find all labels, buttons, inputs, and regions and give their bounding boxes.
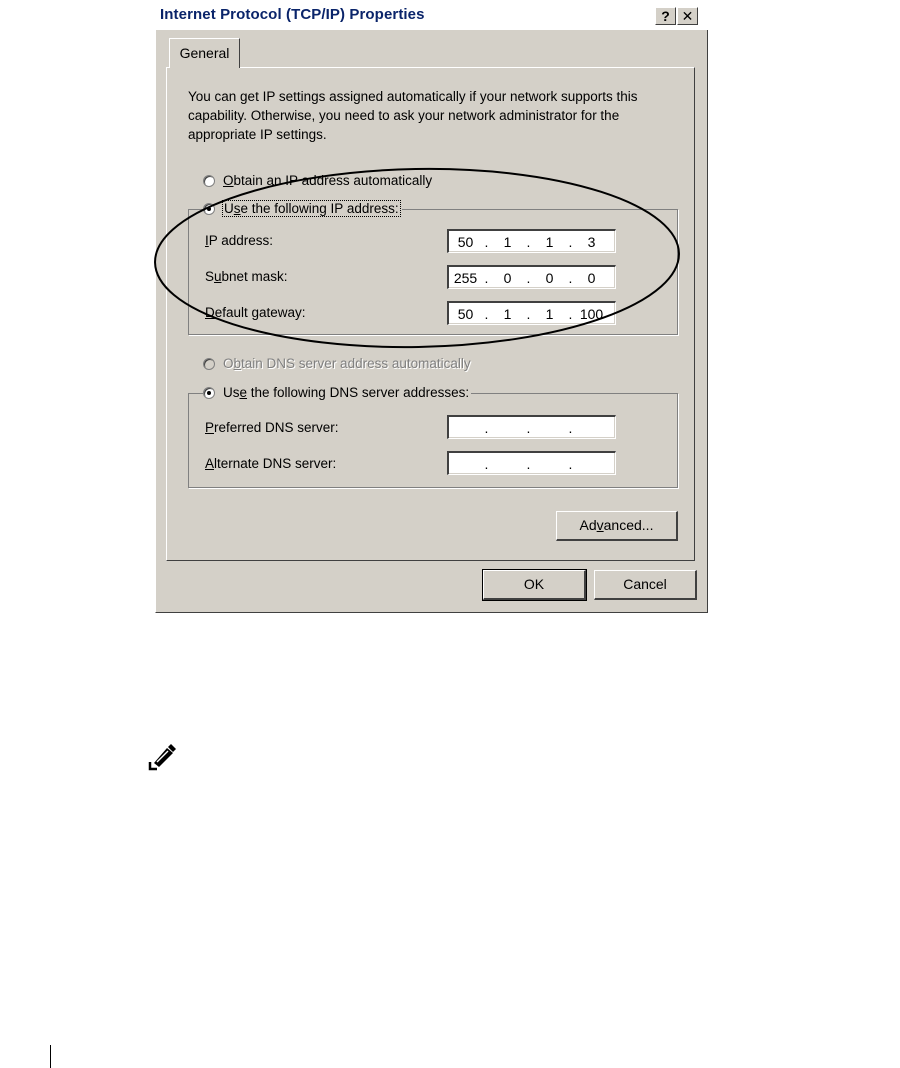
advanced-button[interactable]: Advanced... bbox=[556, 511, 678, 541]
octet-separator: . bbox=[484, 269, 489, 286]
octet-separator: . bbox=[568, 455, 573, 472]
ok-button[interactable]: OK bbox=[483, 570, 586, 600]
octet: 1 bbox=[503, 305, 512, 322]
title-bar[interactable] bbox=[156, 0, 708, 30]
octet: 0 bbox=[545, 269, 554, 286]
tab-general[interactable]: General bbox=[169, 38, 240, 68]
ip-address-input[interactable] bbox=[447, 229, 616, 253]
octet-separator: . bbox=[568, 233, 573, 250]
ip-address-label: IP address: bbox=[205, 233, 274, 248]
octet-separator: . bbox=[568, 269, 573, 286]
use-following-ip-label: Use the following IP address: bbox=[224, 201, 399, 216]
octet: 3 bbox=[587, 233, 596, 250]
obtain-dns-auto-radio[interactable] bbox=[203, 356, 473, 371]
octet-separator: . bbox=[484, 419, 489, 436]
obtain-ip-auto-radio[interactable] bbox=[203, 173, 434, 188]
intro-text: You can get IP settings assigned automatically if your network supports this capability. Otherwise, you need to ask your network administrator for the appropriate IP settings. bbox=[188, 89, 638, 142]
alternate-dns-label: Alternate DNS server: bbox=[205, 456, 337, 471]
octet-separator: . bbox=[526, 455, 531, 472]
default-gateway-label: Default gateway: bbox=[205, 305, 306, 320]
octet-separator: . bbox=[526, 419, 531, 436]
octet-separator: . bbox=[484, 233, 489, 250]
octet-separator: . bbox=[568, 305, 573, 322]
radio-button-checked[interactable] bbox=[203, 203, 215, 215]
octet-separator: . bbox=[568, 419, 573, 436]
octet: 0 bbox=[503, 269, 512, 286]
subnet-mask-input[interactable] bbox=[447, 265, 616, 289]
alternate-dns-input[interactable] bbox=[447, 451, 616, 475]
preferred-dns-input[interactable] bbox=[447, 415, 616, 439]
octet: 1 bbox=[503, 233, 512, 250]
radio-button-checked[interactable] bbox=[203, 387, 215, 399]
octet-separator: . bbox=[484, 455, 489, 472]
octet-separator: . bbox=[484, 305, 489, 322]
obtain-dns-auto-label: Obtain DNS server address automatically bbox=[223, 356, 471, 371]
radio-button[interactable] bbox=[203, 358, 215, 370]
subnet-mask-label: Subnet mask: bbox=[205, 269, 288, 284]
default-gateway-input[interactable] bbox=[447, 301, 616, 325]
octet: 50 bbox=[457, 305, 474, 322]
page-margin-rule bbox=[50, 1045, 51, 1068]
note-pencil-icon bbox=[147, 742, 177, 772]
octet-separator: . bbox=[526, 233, 531, 250]
octet-separator: . bbox=[526, 305, 531, 322]
preferred-dns-label: Preferred DNS server: bbox=[205, 420, 339, 435]
use-following-dns-radio[interactable] bbox=[203, 385, 471, 400]
general-tab-panel bbox=[166, 67, 695, 561]
octet: 255 bbox=[453, 269, 478, 286]
radio-button[interactable] bbox=[203, 175, 215, 187]
dialog-title: Internet Protocol (TCP/IP) Properties bbox=[160, 6, 425, 23]
octet: 100 bbox=[579, 305, 604, 322]
tcpip-properties-dialog bbox=[155, 0, 708, 613]
use-following-dns-label: Use the following DNS server addresses: bbox=[223, 385, 470, 400]
octet: 1 bbox=[545, 233, 554, 250]
octet: 0 bbox=[587, 269, 596, 286]
cancel-button[interactable]: Cancel bbox=[594, 570, 697, 600]
close-button[interactable]: ✕ bbox=[677, 7, 698, 25]
octet-separator: . bbox=[526, 269, 531, 286]
help-button[interactable]: ? bbox=[655, 7, 676, 25]
obtain-ip-auto-label: Obtain an IP address automatically bbox=[223, 173, 433, 188]
octet: 1 bbox=[545, 305, 554, 322]
octet: 50 bbox=[457, 233, 474, 250]
use-following-ip-radio[interactable] bbox=[203, 201, 402, 216]
